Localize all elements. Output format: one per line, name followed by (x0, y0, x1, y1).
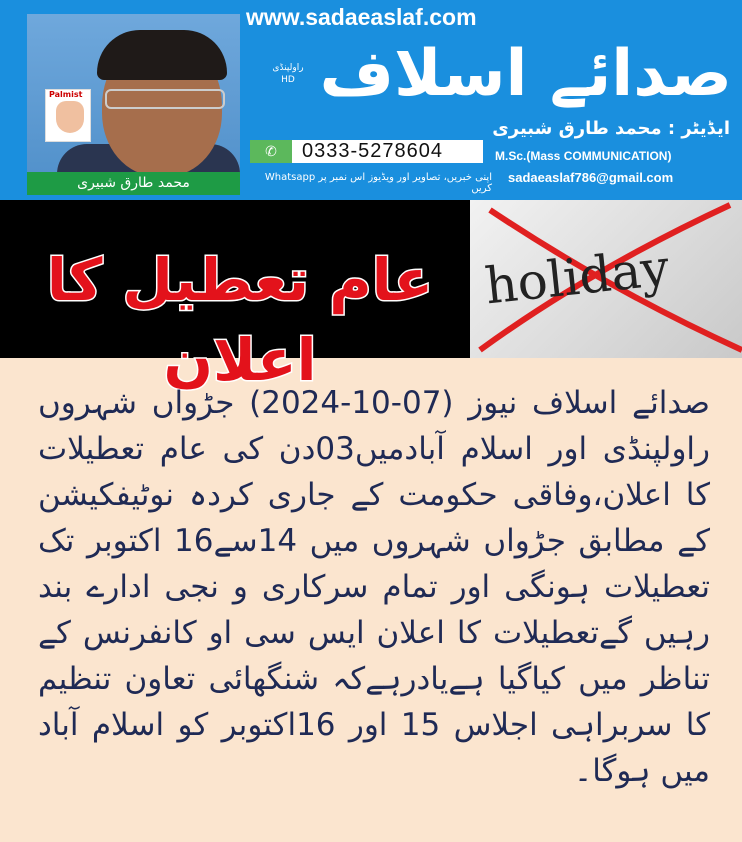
holiday-word: holiday (482, 238, 672, 316)
palmist-label: Palmist (49, 90, 83, 99)
holiday-image (470, 200, 742, 358)
article-line: میں ہوگا۔ (574, 753, 710, 789)
editor-photo (27, 14, 240, 194)
article-line: تعطیلات ہونگی اور تمام سرکاری و نجی ادارے بند (38, 569, 710, 605)
newspaper-logo: صدائے اسلاف (319, 37, 732, 111)
phone-number: 0333-5278604 (302, 140, 444, 162)
city-name: راولپنڈی (272, 63, 304, 73)
masthead (0, 0, 742, 200)
whatsapp-note: اپنی خبریں، تصاویر اور ویڈیوز اس نمبر پر Whatsapp کریں (264, 172, 492, 194)
article-line: صدائے اسلاف نیوز (07-10-2024) جڑواں شہروں (38, 385, 711, 421)
headline-banner (0, 200, 742, 394)
hand-icon (56, 101, 84, 133)
headline: عام تعطیل کا اعلان (46, 246, 434, 394)
editor-name: ایڈیٹر : محمد طارق شبیری (492, 118, 730, 139)
photo-hair (97, 30, 227, 80)
photo-name-bar: محمد طارق شبیری (27, 172, 240, 195)
article-line: کا سربراہی اجلاس 15 اور 16اکتوبر کو اسلام آباد (38, 707, 711, 743)
palmist-badge (45, 89, 91, 142)
article-line: کا اعلان،وفاقی حکومت کے جاری کردہ نوٹیفکیشن (38, 477, 710, 513)
website-url: www.sadaeaslaf.com (246, 4, 477, 30)
city-label (262, 62, 314, 86)
phone-box (250, 140, 483, 163)
article-body (38, 380, 710, 794)
article-line: تناظر میں کیاگیا ہےیادرہےکہ شنگھائی تعاون تنظیم (38, 661, 710, 697)
article-line: رہیں گےتعطیلات کا اعلان ایس سی او کانفرنس کے (38, 615, 710, 651)
article-line: کے مطابق جڑواں شہروں میں 14سے16 اکتوبر تک (38, 523, 710, 559)
hd-label: HD (281, 75, 295, 85)
email-address: sadaeaslaf786@gmail.com (508, 170, 674, 185)
photo-glasses (105, 89, 225, 109)
whatsapp-icon: ✆ (250, 140, 292, 163)
editor-degree: M.Sc.(Mass COMMUNICATION) (495, 149, 672, 163)
article-line: راولپنڈی اور اسلام آبادمیں03دن کی عام تعطیلات (38, 431, 710, 467)
